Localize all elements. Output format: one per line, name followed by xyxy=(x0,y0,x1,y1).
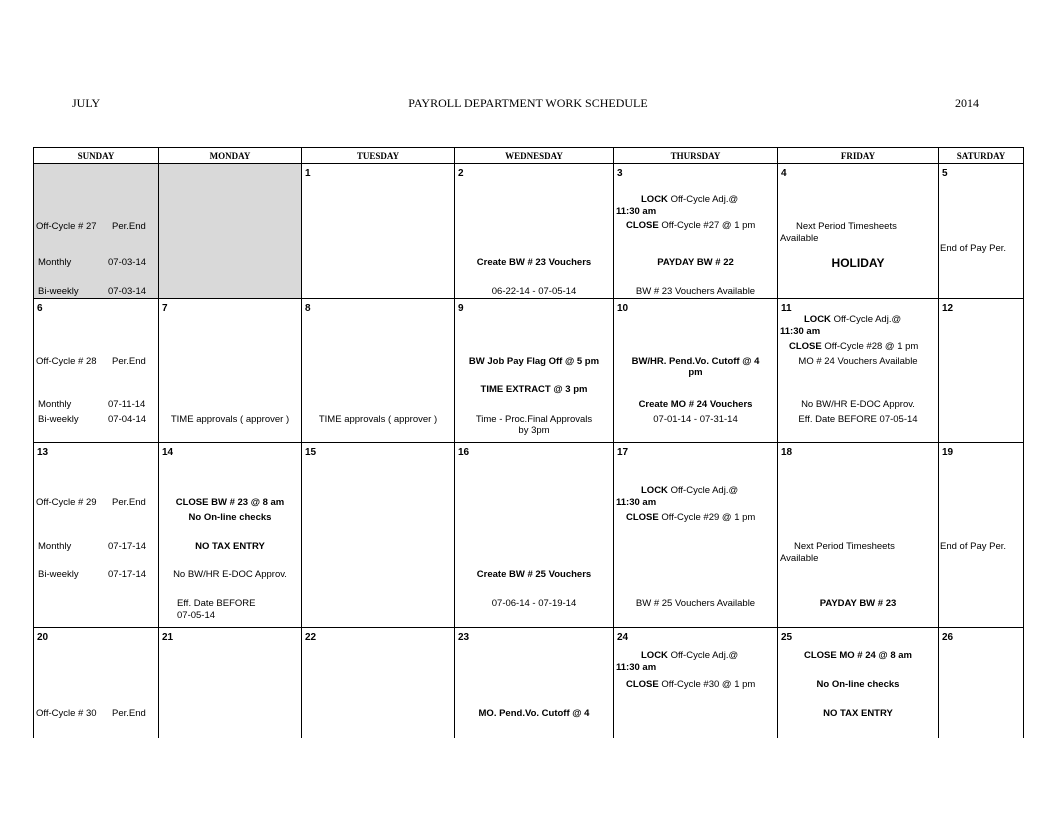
lock-time: 11:30 am xyxy=(780,326,821,337)
day-cell-1 xyxy=(302,164,455,299)
monthly-label: Monthly xyxy=(38,257,72,268)
day-cell-15 xyxy=(302,443,455,628)
day-cell-26 xyxy=(939,628,1024,738)
day-cell-25 xyxy=(778,628,939,738)
no-online-checks-note: No On-line checks xyxy=(816,679,900,690)
day-number: 15 xyxy=(305,447,317,458)
day-number: 6 xyxy=(37,303,43,314)
monthly-label: Monthly xyxy=(38,541,72,552)
day-number: 2 xyxy=(458,168,464,179)
day-cell-6 xyxy=(34,299,159,443)
monthly-label: Monthly xyxy=(38,399,72,410)
weekday-header-row xyxy=(34,148,1024,164)
close-label: CLOSE xyxy=(626,512,659,523)
close-bw-note: CLOSE BW # 23 @ 8 am xyxy=(175,497,285,508)
day-cell-21 xyxy=(159,628,302,738)
day-number: 23 xyxy=(458,632,470,643)
day-number: 12 xyxy=(942,303,954,314)
weekday-monday: MONDAY xyxy=(159,148,302,164)
day-number: 5 xyxy=(942,168,948,179)
day-cell-14 xyxy=(159,443,302,628)
payday-note: PAYDAY BW # 23 xyxy=(819,598,897,609)
close-label: CLOSE xyxy=(626,679,659,690)
next-timesheets-note: Next Period Timesheets xyxy=(794,541,895,552)
day-cell-8 xyxy=(302,299,455,443)
year-label: 2014 xyxy=(955,96,979,110)
week-row-4 xyxy=(34,628,1024,738)
day-number: 26 xyxy=(942,632,954,643)
day-cell-4 xyxy=(778,164,939,299)
lock-time: 11:30 am xyxy=(616,662,657,673)
biweekly-date: 07-04-14 xyxy=(108,414,147,425)
calendar-grid xyxy=(33,147,1024,738)
offcycle-label: Off-Cycle # 29 xyxy=(36,497,97,508)
monthly-date: 07-03-14 xyxy=(108,257,147,268)
day-number: 4 xyxy=(781,168,787,179)
create-vouchers-note: Create MO # 24 Vouchers xyxy=(638,399,753,410)
end-pay-period-note: End of Pay Per. xyxy=(940,243,1007,254)
pend-vo-cutoff-note: MO. Pend.Vo. Cutoff @ 4 xyxy=(478,708,590,719)
lock-label: LOCK xyxy=(641,485,668,496)
biweekly-label: Bi-weekly xyxy=(38,414,79,425)
day-number: 24 xyxy=(617,632,629,643)
next-timesheets-note: Next Period Timesheets xyxy=(796,221,897,232)
holiday-label: HOLIDAY xyxy=(831,256,885,270)
day-cell-10 xyxy=(614,299,778,443)
day-number: 14 xyxy=(162,447,174,458)
weekday-thursday: THURSDAY xyxy=(614,148,778,164)
pend-vo-cutoff-note: BW/HR. Pend.Vo. Cutoff @ 4 pm xyxy=(631,356,760,378)
time-extract-note: TIME EXTRACT @ 3 pm xyxy=(480,384,588,395)
day-cell-empty xyxy=(34,164,159,299)
day-cell-empty xyxy=(159,164,302,299)
lock-note: Off-Cycle Adj.@ xyxy=(833,314,902,325)
offcycle-label: Off-Cycle # 28 xyxy=(36,356,97,367)
weekday-friday: FRIDAY xyxy=(778,148,939,164)
day-number: 18 xyxy=(781,447,793,458)
eff-date-note: Eff. Date BEFORE xyxy=(177,598,256,609)
lock-label: LOCK xyxy=(641,194,668,205)
weekday-wednesday: WEDNESDAY xyxy=(455,148,614,164)
perend-label: Per.End xyxy=(112,356,146,367)
lock-note: Off-Cycle Adj.@ xyxy=(670,194,739,205)
weekday-saturday: SATURDAY xyxy=(939,148,1024,164)
day-number: 7 xyxy=(162,303,168,314)
close-note: Off-Cycle #30 @ 1 pm xyxy=(661,679,756,690)
available-note: Available xyxy=(780,553,819,564)
day-number: 17 xyxy=(617,447,629,458)
create-vouchers-note: Create BW # 23 Vouchers xyxy=(476,257,592,268)
day-number: 13 xyxy=(37,447,49,458)
day-number: 8 xyxy=(305,303,311,314)
day-cell-24 xyxy=(614,628,778,738)
pay-period-range: 07-06-14 - 07-19-14 xyxy=(491,598,577,609)
vouchers-available-note: BW # 23 Vouchers Available xyxy=(635,286,756,297)
day-cell-13 xyxy=(34,443,159,628)
day-cell-3 xyxy=(614,164,778,299)
offcycle-label: Off-Cycle # 27 xyxy=(36,221,97,232)
time-approvals-note: TIME approvals ( approver ) xyxy=(170,414,290,425)
day-cell-22 xyxy=(302,628,455,738)
payday-note: PAYDAY BW # 22 xyxy=(657,257,734,268)
no-online-checks-note: No On-line checks xyxy=(188,512,272,523)
day-number: 19 xyxy=(942,447,954,458)
lock-note: Off-Cycle Adj.@ xyxy=(670,650,739,661)
close-mo-note: CLOSE MO # 24 @ 8 am xyxy=(804,650,912,661)
day-cell-17 xyxy=(614,443,778,628)
weekday-tuesday: TUESDAY xyxy=(302,148,455,164)
time-approvals-note: TIME approvals ( approver ) xyxy=(318,414,438,425)
no-edoc-note: No BW/HR E-DOC Approv. xyxy=(173,569,287,580)
perend-label: Per.End xyxy=(112,497,146,508)
page-title: PAYROLL DEPARTMENT WORK SCHEDULE xyxy=(408,96,648,110)
day-number: 9 xyxy=(458,303,464,314)
day-number: 3 xyxy=(617,168,623,179)
eff-date-value: 07-05-14 xyxy=(177,610,216,621)
end-pay-period-note: End of Pay Per. xyxy=(940,541,1007,552)
create-vouchers-note: Create BW # 25 Vouchers xyxy=(476,569,592,580)
day-cell-20 xyxy=(34,628,159,738)
day-cell-12 xyxy=(939,299,1024,443)
biweekly-label: Bi-weekly xyxy=(38,569,79,580)
final-approvals-note: Time - Proc.Final Approvals by 3pm xyxy=(475,414,593,436)
day-cell-16 xyxy=(455,443,614,628)
day-cell-18 xyxy=(778,443,939,628)
no-tax-entry-note: NO TAX ENTRY xyxy=(195,541,265,552)
lock-time: 11:30 am xyxy=(616,497,657,508)
day-cell-5 xyxy=(939,164,1024,299)
week-row-1 xyxy=(34,164,1024,299)
vouchers-available-note: BW # 25 Vouchers Available xyxy=(635,598,756,609)
eff-date-note: Eff. Date BEFORE 07-05-14 xyxy=(798,414,918,425)
close-label: CLOSE xyxy=(626,220,659,231)
lock-note: Off-Cycle Adj.@ xyxy=(670,485,739,496)
month-label: JULY xyxy=(72,96,101,110)
weekday-sunday: SUNDAY xyxy=(34,148,159,164)
day-number: 25 xyxy=(781,632,793,643)
close-note: Off-Cycle #29 @ 1 pm xyxy=(661,512,756,523)
biweekly-date: 07-17-14 xyxy=(108,569,147,580)
lock-time: 11:30 am xyxy=(616,206,657,217)
monthly-date: 07-17-14 xyxy=(108,541,147,552)
day-number: 21 xyxy=(162,632,174,643)
close-label: CLOSE xyxy=(789,341,822,352)
perend-label: Per.End xyxy=(112,708,146,719)
biweekly-date: 07-03-14 xyxy=(108,286,147,297)
biweekly-label: Bi-weekly xyxy=(38,286,79,297)
day-cell-2 xyxy=(455,164,614,299)
pay-period-range: 07-01-14 - 07-31-14 xyxy=(653,414,738,425)
lock-label: LOCK xyxy=(804,314,831,325)
week-row-3 xyxy=(34,443,1024,628)
day-number: 16 xyxy=(458,447,470,458)
available-note: Available xyxy=(780,233,819,244)
monthly-date: 07-11-14 xyxy=(108,399,146,410)
day-cell-23 xyxy=(455,628,614,738)
week-row-2 xyxy=(34,299,1024,443)
day-number: 1 xyxy=(305,168,311,179)
lock-label: LOCK xyxy=(641,650,668,661)
day-number: 10 xyxy=(617,303,629,314)
pay-period-range: 06-22-14 - 07-05-14 xyxy=(491,286,577,297)
job-pay-flag-note: BW Job Pay Flag Off @ 5 pm xyxy=(468,356,600,367)
no-edoc-note: No BW/HR E-DOC Approv. xyxy=(801,399,915,410)
day-cell-7 xyxy=(159,299,302,443)
perend-label: Per.End xyxy=(112,221,146,232)
close-note: Off-Cycle #27 @ 1 pm xyxy=(661,220,756,231)
day-number: 20 xyxy=(37,632,49,643)
day-cell-9 xyxy=(455,299,614,443)
day-number: 11 xyxy=(781,303,792,314)
no-tax-entry-note: NO TAX ENTRY xyxy=(823,708,893,719)
day-cell-19 xyxy=(939,443,1024,628)
close-note: Off-Cycle #28 @ 1 pm xyxy=(824,341,919,352)
offcycle-label: Off-Cycle # 30 xyxy=(36,708,97,719)
mo-vouchers-note: MO # 24 Vouchers Available xyxy=(798,356,918,367)
day-cell-11 xyxy=(778,299,939,443)
day-number: 22 xyxy=(305,632,317,643)
